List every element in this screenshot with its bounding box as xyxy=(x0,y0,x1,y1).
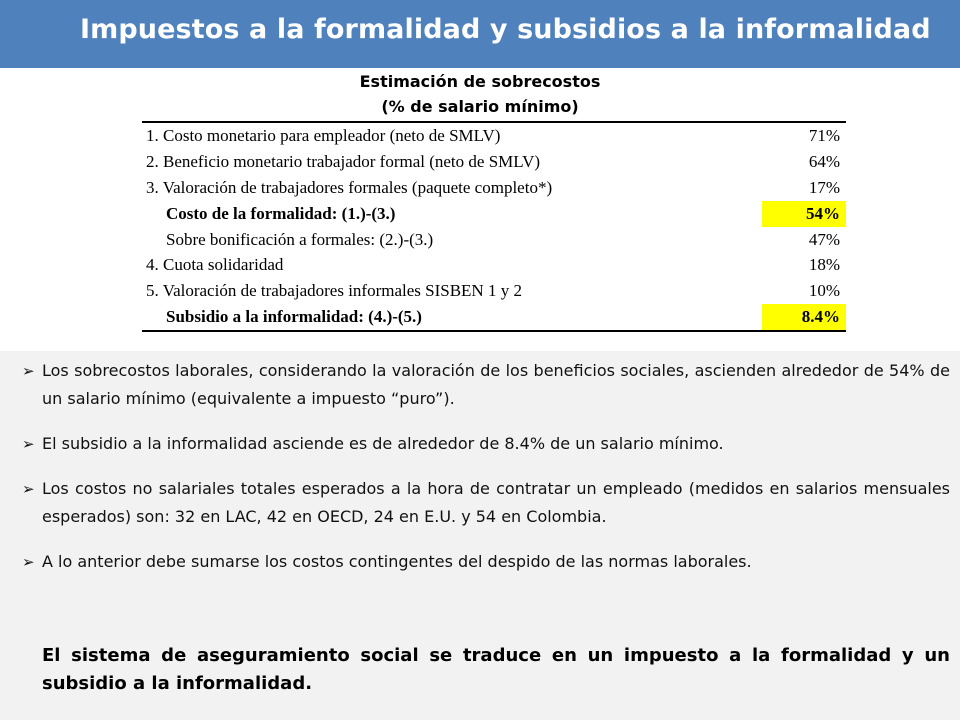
row-value: 10% xyxy=(808,281,840,301)
row-label: 1. Costo monetario para empleador (neto de SMLV) xyxy=(146,125,501,145)
table-row xyxy=(142,252,846,278)
conclusion-text: El sistema de aseguramiento social se traduce en un impuesto a la formalidad y un subsidio a la informalidad. xyxy=(42,645,950,694)
arrow-bullet-icon: ➢ xyxy=(22,480,35,498)
table-row-total xyxy=(142,201,846,227)
list-item xyxy=(22,475,950,531)
cost-estimation-table xyxy=(142,121,846,332)
table-row xyxy=(142,149,846,175)
arrow-bullet-icon: ➢ xyxy=(22,362,35,380)
table-row xyxy=(142,227,846,253)
table-caption-line1: Estimación de sobrecostos xyxy=(359,72,601,91)
row-value: 18% xyxy=(808,255,840,275)
bullet-list xyxy=(22,357,950,593)
arrow-bullet-icon: ➢ xyxy=(22,553,35,571)
table-row xyxy=(142,278,846,304)
slide-title: Impuestos a la formalidad y subsidios a la informalidad xyxy=(80,14,931,45)
row-value: 71% xyxy=(808,125,840,145)
row-value-highlighted: 54% xyxy=(762,201,846,227)
row-value: 17% xyxy=(808,177,840,197)
table-row xyxy=(142,175,846,201)
text-panel xyxy=(0,351,960,720)
row-label: 4. Cuota solidaridad xyxy=(146,255,284,275)
row-label: 2. Beneficio monetario trabajador formal (neto de SMLV) xyxy=(146,151,541,171)
bullet-text: Los sobrecostos laborales, considerando la valoración de los beneficios sociales, ascienden alrededor de 54% de un salario mínimo (equivalente a impuesto “puro”). xyxy=(42,361,950,408)
bullet-text: Los costos no salariales totales esperados a la hora de contratar un empleado (medidos en salarios mensuales esperados) son: 32 en LAC, 42 en OECD, 24 en E.U. y 54 en Colombia. xyxy=(42,479,950,526)
row-value-highlighted: 8.4% xyxy=(762,304,846,331)
arrow-bullet-icon: ➢ xyxy=(22,435,35,453)
list-item xyxy=(22,357,950,413)
row-value: 64% xyxy=(808,151,840,171)
row-label: 3. Valoración de trabajadores formales (paquete completo*) xyxy=(146,177,553,197)
table-row xyxy=(142,122,846,149)
row-value: 47% xyxy=(808,229,840,249)
list-item xyxy=(22,430,950,458)
bullet-text: A lo anterior debe sumarse los costos contingentes del despido de las normas laborales. xyxy=(42,552,752,571)
row-label: Sobre bonificación a formales: (2.)-(3.) xyxy=(166,229,434,249)
table-caption-line2: (% de salario mínimo) xyxy=(381,97,579,116)
title-bar xyxy=(0,0,960,68)
row-label: Costo de la formalidad: (1.)-(3.) xyxy=(166,203,396,223)
row-label: 5. Valoración de trabajadores informales SISBEN 1 y 2 xyxy=(146,281,522,301)
list-item xyxy=(22,548,950,576)
row-label: Subsidio a la informalidad: (4.)-(5.) xyxy=(166,307,422,327)
table-row-total xyxy=(142,304,846,331)
bullet-text: El subsidio a la informalidad asciende es de alrededor de 8.4% de un salario mínimo. xyxy=(42,434,724,453)
